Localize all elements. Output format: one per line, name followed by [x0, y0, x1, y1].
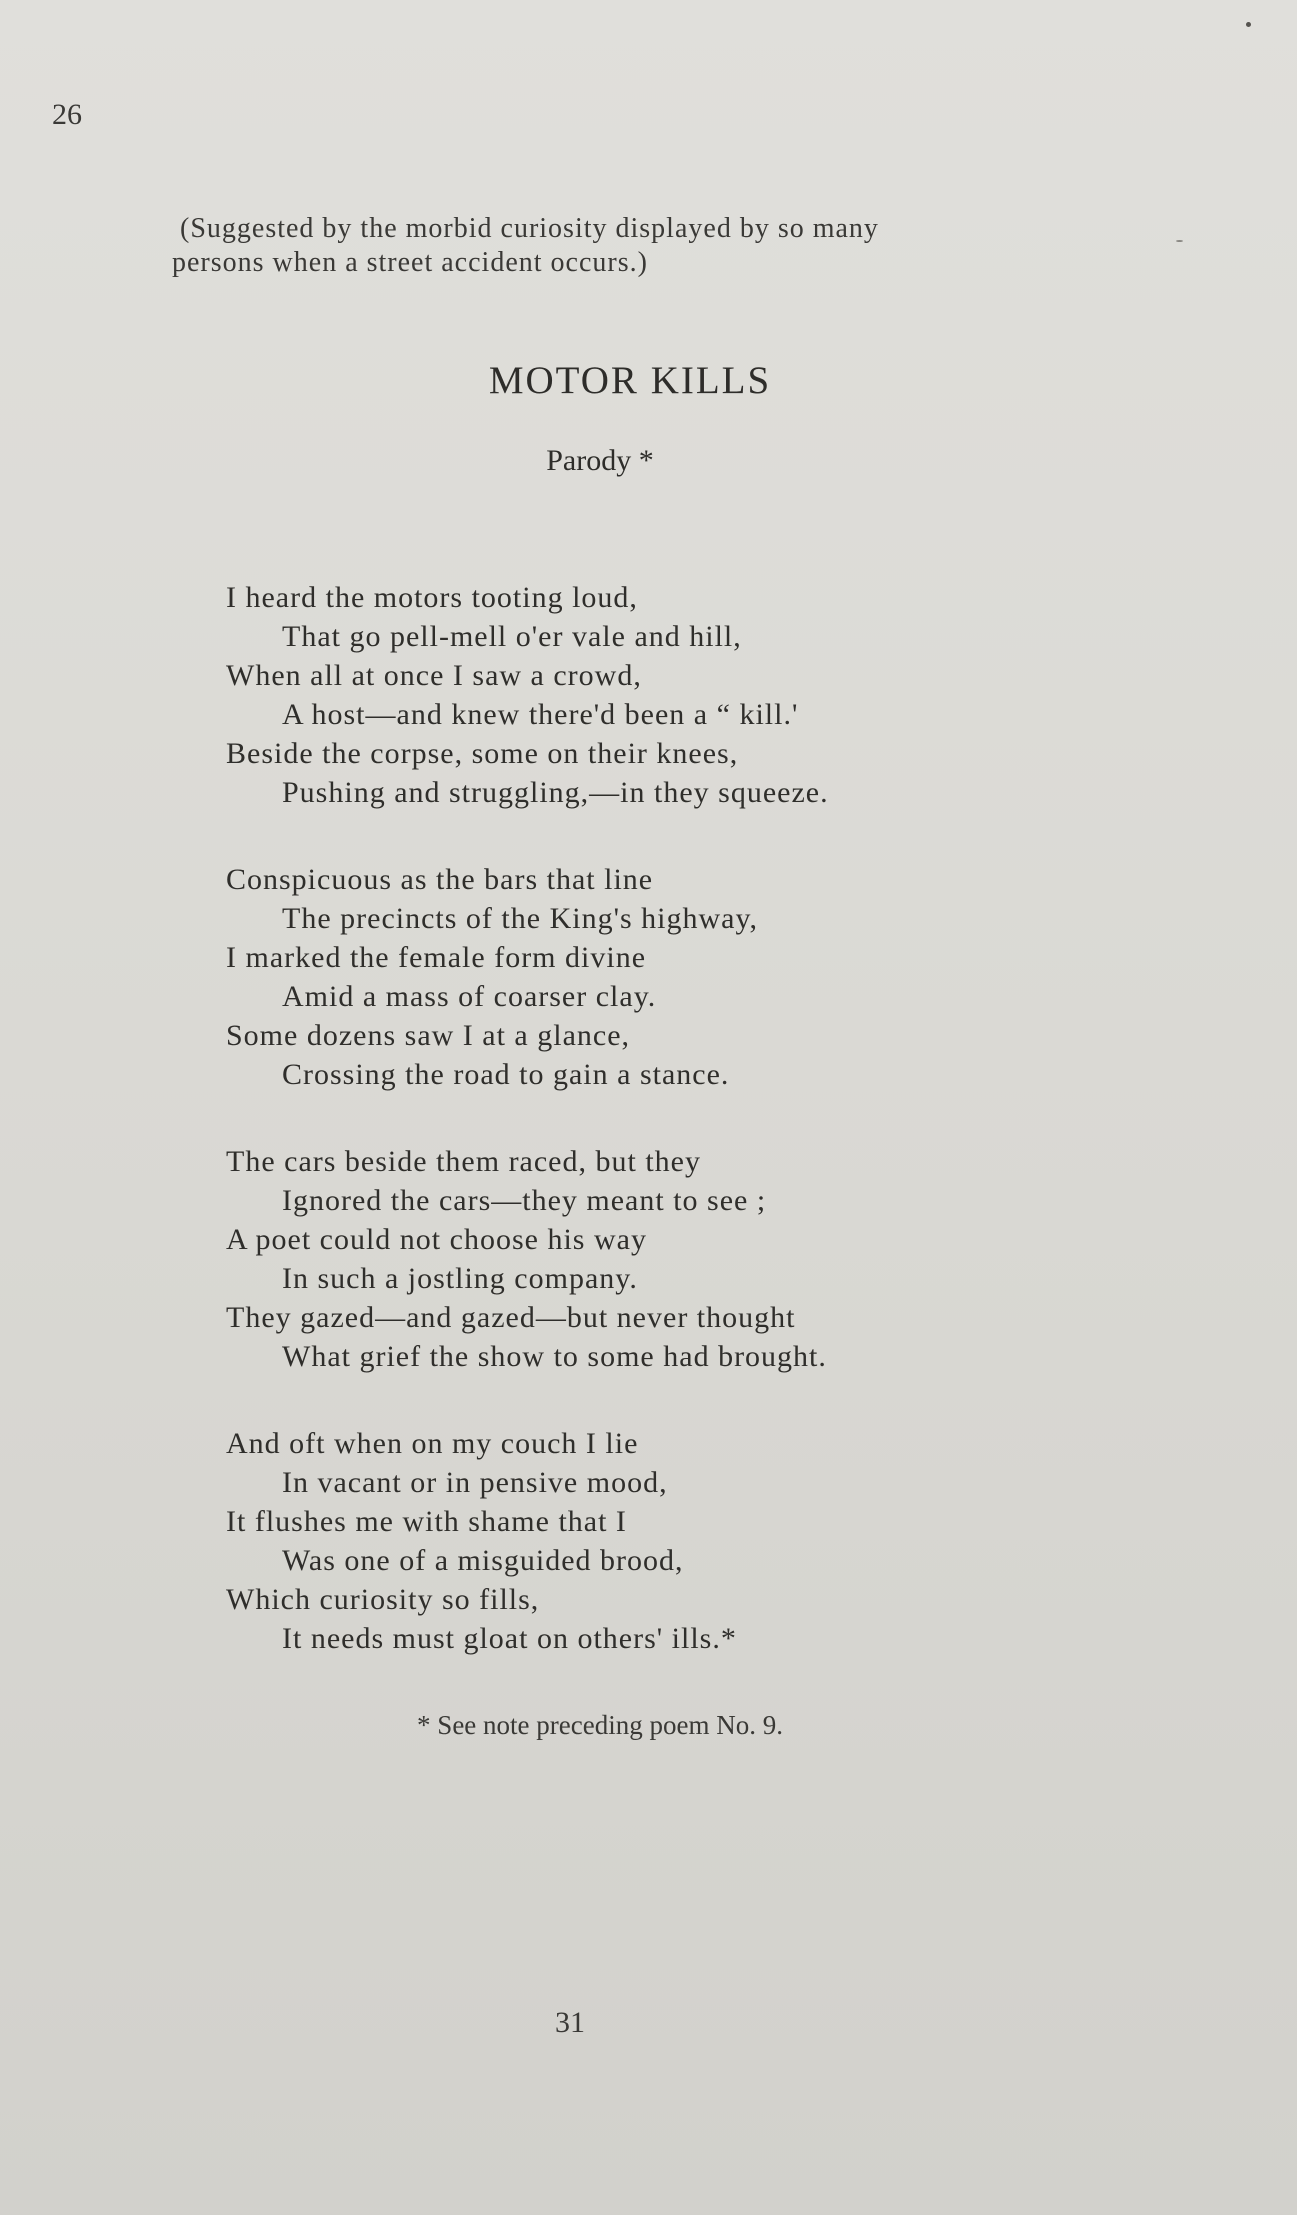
- poem-line: The cars beside them raced, but they: [226, 1145, 701, 1178]
- poem-line: The precincts of the King's highway,: [282, 902, 759, 935]
- poem-line: Amid a mass of coarser clay.: [282, 980, 657, 1013]
- poem-line: Some dozens saw I at a glance,: [226, 1019, 631, 1052]
- poem-line: In such a jostling company.: [282, 1262, 638, 1295]
- stanza: [226, 860, 1046, 1094]
- poem-line: In vacant or in pensive mood,: [282, 1466, 668, 1499]
- poem-line: Conspicuous as the bars that line: [226, 863, 654, 896]
- poem-line: Crossing the road to gain a stance.: [282, 1058, 730, 1091]
- stanza: [226, 578, 1046, 812]
- poem-line: Beside the corpse, some on their knees,: [226, 737, 739, 770]
- poem-line: Pushing and struggling,—in they squeeze.: [282, 776, 829, 809]
- footnote: * See note preceding poem No. 9.: [417, 1710, 783, 1740]
- poem-line: That go pell-mell o'er vale and hill,: [282, 620, 742, 653]
- bottom-page-number: 31: [555, 2006, 585, 2039]
- epigraph-line: (Suggested by the morbid curiosity displayed by so many: [180, 213, 879, 244]
- poem-line: Ignored the cars—they meant to see ;: [282, 1184, 767, 1217]
- poem-line: They gazed—and gazed—but never thought: [226, 1301, 796, 1334]
- epigraph: [172, 212, 1032, 280]
- paper-speck: [1176, 240, 1183, 242]
- poem-line: It flushes me with shame that I: [226, 1505, 627, 1538]
- epigraph-line: persons when a street accident occurs.): [172, 247, 648, 278]
- poem-line: It needs must gloat on others' ills.*: [282, 1622, 737, 1655]
- poem-body: [226, 578, 1046, 1706]
- poem-line: What grief the show to some had brought.: [282, 1340, 827, 1373]
- poem-line: I heard the motors tooting loud,: [226, 581, 638, 614]
- paper-speck: [1246, 22, 1251, 27]
- poem-line: And oft when on my couch I lie: [226, 1427, 639, 1460]
- stanza: [226, 1424, 1046, 1658]
- stanza: [226, 1142, 1046, 1376]
- poem-line: When all at once I saw a crowd,: [226, 659, 642, 692]
- poem-title: MOTOR KILLS: [488, 359, 772, 402]
- poem-line: A host—and knew there'd been a “ kill.': [282, 698, 799, 731]
- top-page-number: 26: [52, 98, 82, 131]
- poem-line: I marked the female form divine: [226, 941, 647, 974]
- poem-line: Which curiosity so fills,: [226, 1583, 540, 1616]
- poem-subtitle: Parody *: [546, 444, 654, 477]
- poem-line: A poet could not choose his way: [226, 1223, 647, 1256]
- poem-line: Was one of a misguided brood,: [282, 1544, 684, 1577]
